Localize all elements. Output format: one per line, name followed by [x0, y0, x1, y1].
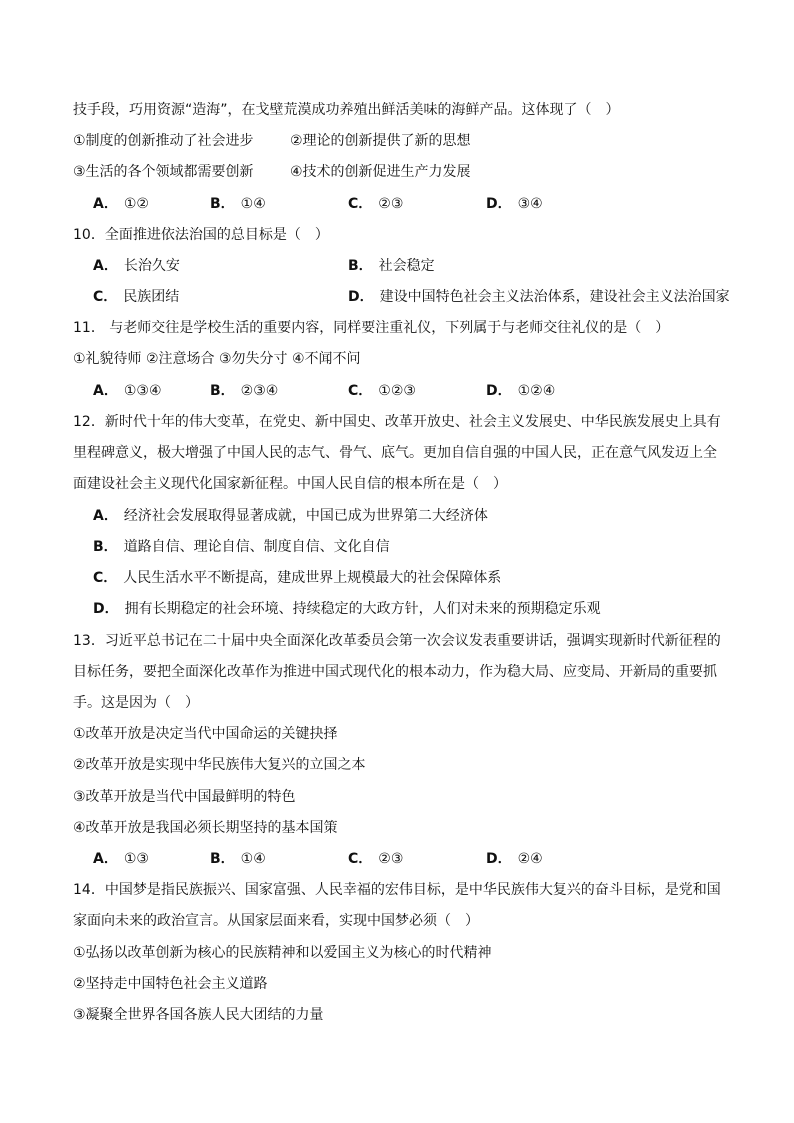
q9-statement-3: ③生活的各个领域都需要创新: [73, 164, 254, 180]
q11-stem: 11． 与老师交往是学校生活的重要内容，同样要注重礼仪，下列属于与老师交往礼仪的是（ ）: [73, 320, 670, 336]
option-text: ③④: [517, 196, 543, 212]
option-text: 经济社会发展取得显著成就，中国已成为世界第二大经济体: [123, 508, 488, 524]
q13-option-a[interactable]: [93, 849, 149, 869]
option-label: A．: [93, 508, 118, 524]
q9-option-b[interactable]: [210, 194, 266, 214]
q13-statement-3: ③改革开放是当代中国最鲜明的特色: [73, 789, 296, 805]
q9-statement-1: ①制度的创新推动了社会进步: [73, 133, 254, 149]
option-text: ①④: [240, 851, 266, 867]
option-text: ①④: [240, 196, 266, 212]
q10-option-c[interactable]: [93, 287, 179, 307]
option-text: ①②④: [517, 383, 556, 399]
option-label: D．: [486, 196, 512, 212]
q12-stem-line-1: 12．新时代十年的伟大变革，在党史、新中国史、改革开放史、社会主义发展史、中华民族发展史上具有: [73, 414, 721, 430]
option-text: ②③④: [240, 383, 279, 399]
q9-stem-tail: 技手段，巧用资源“造海”，在戈壁荒漠成功养殖出鲜活美味的海鲜产品。这体现了（ ）: [73, 102, 620, 118]
q14-statement-2: ②坚持走中国特色社会主义道路: [73, 976, 268, 992]
q13-stem-line-1: 13．习近平总书记在二十届中央全面深化改革委员会第一次会议发表重要讲话，强调实现新时代新征程的: [73, 633, 721, 649]
q9-option-a[interactable]: [93, 194, 149, 214]
q12-option-d[interactable]: [93, 599, 601, 619]
option-text: 人民生活水平不断提高，建成世界上规模最大的社会保障体系: [123, 570, 502, 586]
q13-statement-1: ①改革开放是决定当代中国命运的关键抉择: [73, 726, 338, 742]
option-text: ②③: [378, 196, 404, 212]
option-text: ①③④: [123, 383, 162, 399]
q11-option-a[interactable]: [93, 381, 162, 401]
option-text: 社会稳定: [378, 258, 435, 274]
q14-stem-line-2: 家面向未来的政治宣言。从国家层面来看，实现中国梦必须（ ）: [73, 913, 479, 929]
option-label: D．: [486, 851, 512, 867]
option-text: ①②: [123, 196, 149, 212]
q13-statement-4: ④改革开放是我国必须长期坚持的基本国策: [73, 820, 338, 836]
q12-option-a[interactable]: [93, 506, 488, 526]
option-text: 拥有长期稳定的社会环境、持续稳定的大政方针，人们对未来的预期稳定乐观: [124, 601, 601, 617]
q13-option-d[interactable]: [486, 849, 543, 869]
q13-option-c[interactable]: [348, 849, 403, 869]
q10-option-b[interactable]: [348, 256, 435, 276]
option-label: A．: [93, 196, 118, 212]
q12-stem-line-3: 面建设社会主义现代化国家新征程。中国人民自信的根本所在是（ ）: [73, 476, 507, 492]
q13-stem-line-3: 手。这是因为（ ）: [73, 695, 199, 711]
q9-statement-2: ②理论的创新提供了新的思想: [290, 133, 471, 149]
q10-option-a[interactable]: [93, 256, 180, 276]
option-text: ②④: [517, 851, 543, 867]
q12-option-c[interactable]: [93, 568, 501, 588]
q11-option-c[interactable]: [348, 381, 416, 401]
option-label: C．: [348, 851, 373, 867]
q13-option-b[interactable]: [210, 849, 266, 869]
option-text: ①②③: [378, 383, 416, 399]
q12-stem-line-2: 里程碑意义，极大增强了中国人民的志气、骨气、底气。更加自信自强的中国人民，正在意气风发迈上全: [73, 445, 717, 461]
option-label: D．: [348, 289, 374, 305]
option-label: A．: [93, 383, 118, 399]
option-text: ①③: [123, 851, 149, 867]
option-label: C．: [93, 289, 118, 305]
q9-option-d[interactable]: [486, 194, 543, 214]
q9-option-c[interactable]: [348, 194, 403, 214]
q14-statement-3: ③凝聚全世界各国各族人民大团结的力量: [73, 1007, 324, 1023]
option-text: 建设中国特色社会主义法治体系，建设社会主义法治国家: [379, 289, 730, 305]
q10-option-d[interactable]: [348, 287, 730, 307]
option-label: D．: [93, 601, 119, 617]
option-label: B．: [93, 539, 118, 555]
option-label: C．: [348, 196, 373, 212]
q13-stem-line-2: 目标任务，要把全面深化改革作为推进中国式现代化的根本动力，作为稳大局、应变局、开新局的重要抓: [73, 664, 717, 680]
q10-stem: 10．全面推进依法治国的总目标是（ ）: [73, 227, 329, 243]
option-label: A．: [93, 258, 118, 274]
q13-statement-2: ②改革开放是实现中华民族伟大复兴的立国之本: [73, 757, 366, 773]
option-text: 长治久安: [123, 258, 180, 274]
option-label: D．: [486, 383, 512, 399]
option-label: C．: [93, 570, 118, 586]
option-text: ②③: [378, 851, 404, 867]
option-label: C．: [348, 383, 373, 399]
q11-statements: ①礼貌待师 ②注意场合 ③勿失分寸 ④不闻不问: [73, 351, 361, 367]
option-label: A．: [93, 851, 118, 867]
option-label: B．: [348, 258, 373, 274]
q14-stem-line-1: 14．中国梦是指民族振兴、国家富强、人民幸福的宏伟目标，是中华民族伟大复兴的奋斗目标，是党和国: [73, 882, 721, 898]
q14-statement-1: ①弘扬以改革创新为核心的民族精神和以爱国主义为核心的时代精神: [73, 945, 492, 961]
option-label: B．: [210, 383, 235, 399]
q11-option-d[interactable]: [486, 381, 555, 401]
q9-statement-4: ④技术的创新促进生产力发展: [290, 164, 471, 180]
q12-option-b[interactable]: [93, 537, 390, 557]
q11-option-b[interactable]: [210, 381, 278, 401]
option-label: B．: [210, 196, 235, 212]
option-label: B．: [210, 851, 235, 867]
option-text: 民族团结: [123, 289, 180, 305]
option-text: 道路自信、理论自信、制度自信、文化自信: [123, 539, 390, 555]
